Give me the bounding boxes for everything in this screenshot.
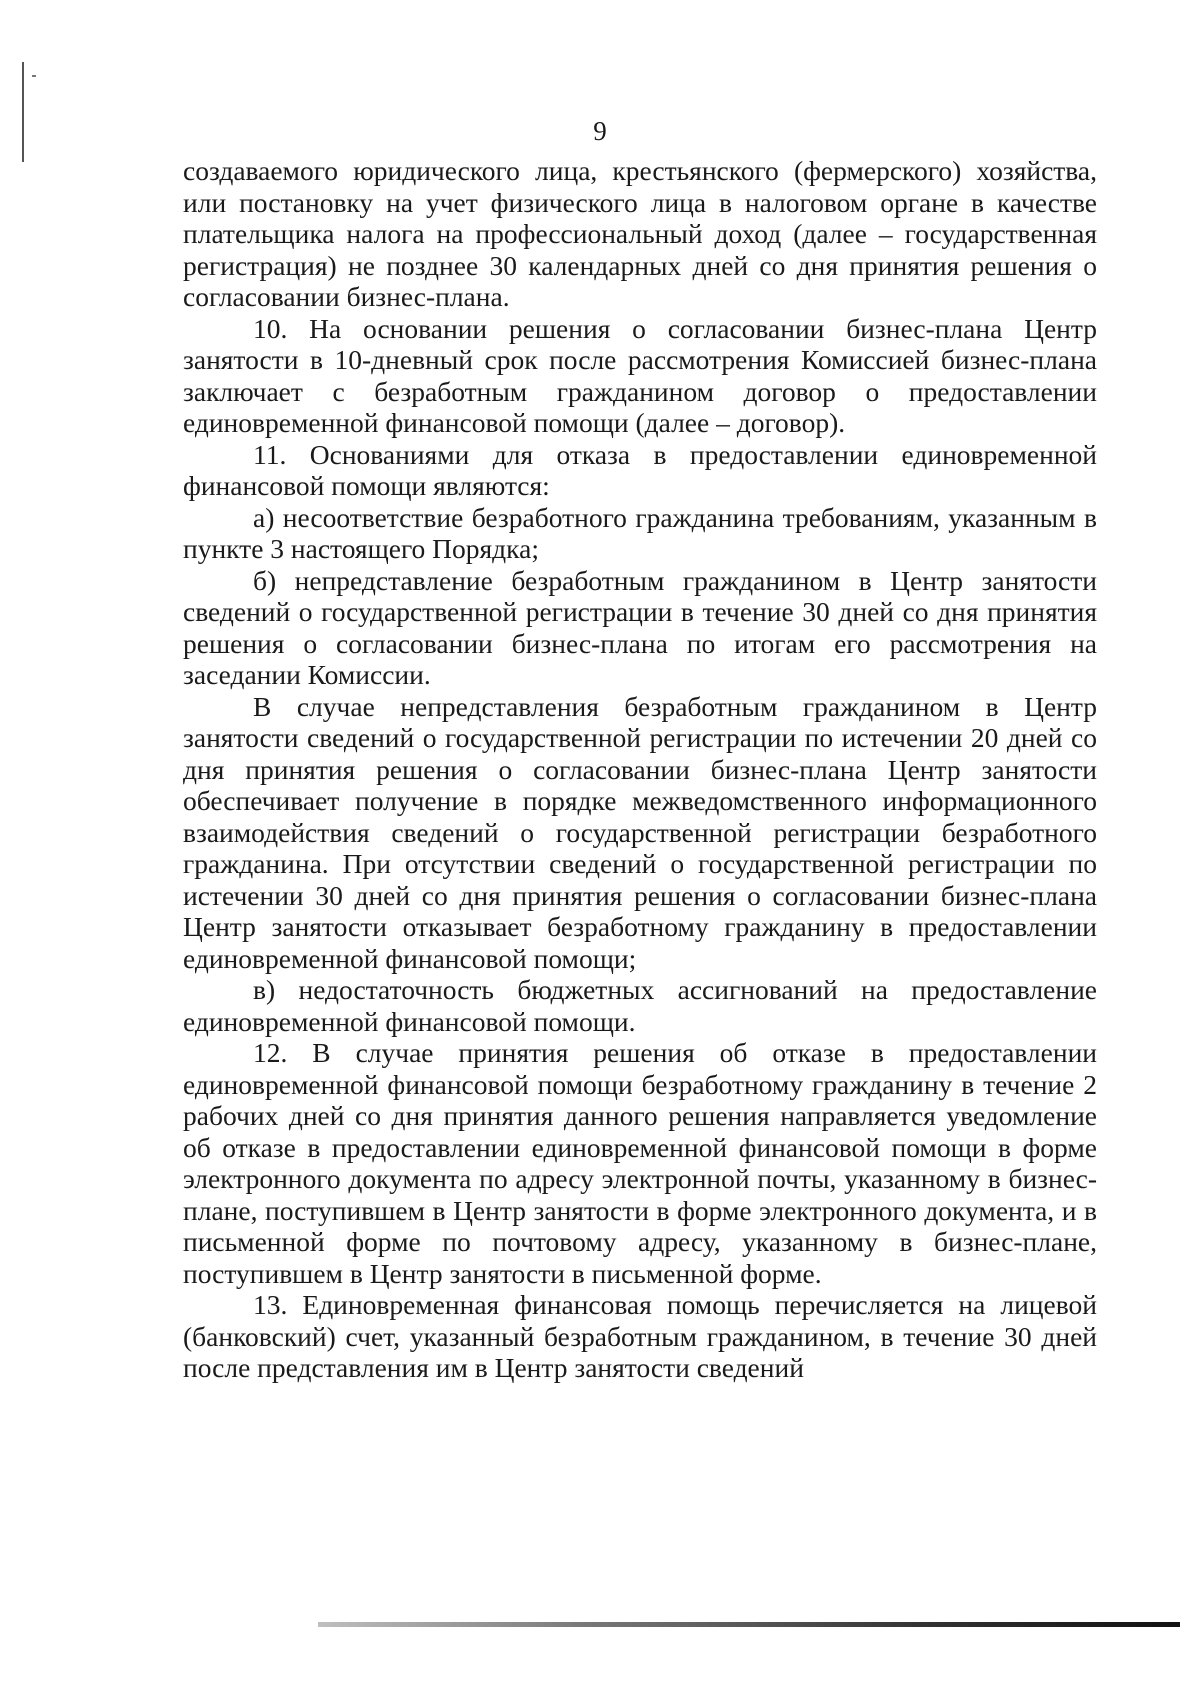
- paragraph-item-10: 10. На основании решения о согласовании бизнес-плана Центр занятости в 10-дневный срок после рассмотрения Комиссией бизнес-плана заключает с безработным гражданином договор о предоставлении единовременной финансовой помощи (далее – договор).: [183, 312, 1097, 438]
- scan-margin-dot: [32, 75, 36, 77]
- paragraph-item-11a: а) несоответствие безработного гражданина требованиям, указанным в пункте 3 настоящего Порядка;: [183, 501, 1097, 564]
- document-body: [183, 155, 1097, 1384]
- paragraph-item-12: 12. В случае принятия решения об отказе в предоставлении единовременной финансовой помощи безработному гражданину в течение 2 рабочих дней со дня принятия данного решения направляется уведомление об отказе в предоставлении единовременной финансовой помощи в форме электронного документа по адресу электронной почты, указанному в бизнес-плане, поступившем в Центр занятости в форме электронного документа, и в письменной форме по почтовому адресу, указанному в бизнес-плане, поступившем в Центр занятости в письменной форме.: [183, 1037, 1097, 1289]
- scan-margin-mark: [22, 62, 24, 162]
- scan-bottom-edge: [318, 1622, 1180, 1627]
- paragraph-item-11b-case: В случае непредставления безработным гражданином в Центр занятости сведений о государственной регистрации по истечении 20 дней со дня принятия решения о согласовании бизнес-плана Центр занятости обеспечивает получение в порядке межведомственного информационного взаимодействия сведений о государственной регистрации безработного гражданина. При отсутствии сведений о государственной регистрации по истечении 30 дней со дня принятия решения о согласовании бизнес-плана Центр занятости отказывает безработному гражданину в предоставлении единовременной финансовой помощи;: [183, 690, 1097, 974]
- paragraph-continuation: создаваемого юридического лица, крестьянского (фермерского) хозяйства, или постановку на учет физического лица в налоговом органе в качестве плательщика налога на профессиональный доход (далее – государственная регистрация) не позднее 30 календарных дней со дня принятия решения о согласовании бизнес-плана.: [183, 155, 1097, 312]
- paragraph-item-11v: в) недостаточность бюджетных ассигнований на предоставление единовременной финансовой помощи.: [183, 974, 1097, 1037]
- paragraph-item-11b: б) непредставление безработным гражданином в Центр занятости сведений о государственной регистрации в течение 30 дней со дня принятия решения о согласовании бизнес-плана по итогам его рассмотрения на заседании Комиссии.: [183, 564, 1097, 690]
- paragraph-item-11: 11. Основаниями для отказа в предоставлении единовременной финансовой помощи являются:: [183, 438, 1097, 501]
- page-number: 9: [593, 116, 607, 146]
- paragraph-item-13: 13. Единовременная финансовая помощь перечисляется на лицевой (банковский) счет, указанный безработным гражданином, в течение 30 дней после представления им в Центр занятости сведений: [183, 1289, 1097, 1383]
